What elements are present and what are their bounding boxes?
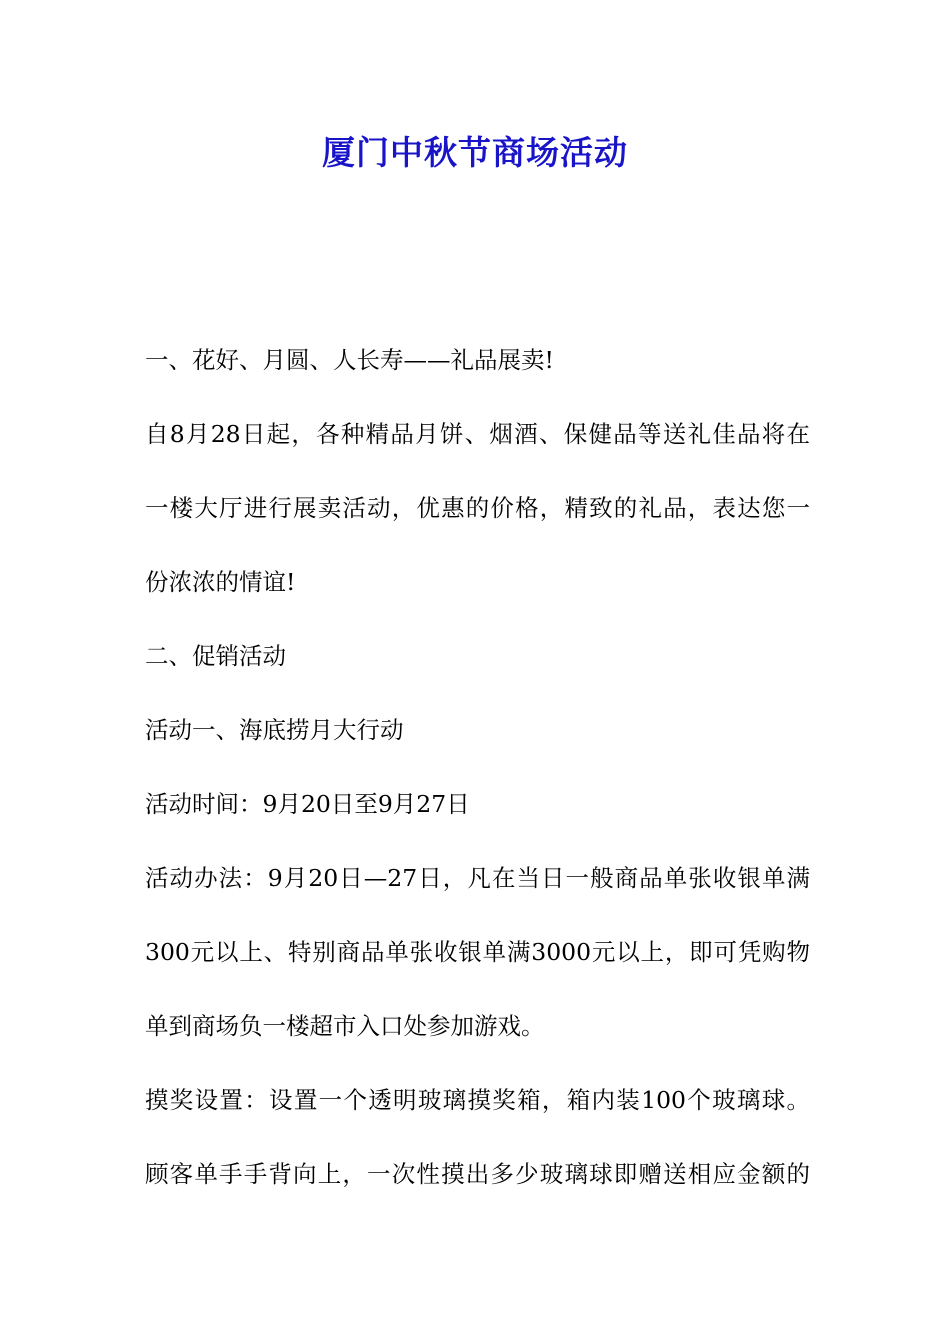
paragraph-line: 自8月28日起，各种精品月饼、烟酒、保健品等送礼佳品将在 bbox=[145, 420, 810, 448]
paragraph-line: 份浓浓的情谊! bbox=[145, 568, 296, 596]
activity-time: 活动时间：9月20日至9月27日 bbox=[145, 790, 470, 818]
paragraph-line: 300元以上、特别商品单张收银单满3000元以上，即可凭购物 bbox=[145, 938, 810, 966]
document-title: 厦门中秋节商场活动 bbox=[322, 133, 628, 172]
paragraph-line: 活动办法：9月20日—27日，凡在当日一般商品单张收银单满 bbox=[145, 864, 810, 892]
document-body bbox=[145, 340, 810, 1228]
paragraph-line: 单到商场负一楼超市入口处参加游戏。 bbox=[145, 1012, 545, 1040]
section-heading-promotions: 二、促销活动 bbox=[145, 642, 286, 670]
section-heading-gift-sale: 一、花好、月圆、人长寿——礼品展卖! bbox=[145, 346, 554, 374]
paragraph-line: 顾客单手手背向上，一次性摸出多少玻璃球即赠送相应金额的 bbox=[145, 1160, 810, 1188]
paragraph-line: 一楼大厅进行展卖活动，优惠的价格，精致的礼品，表达您一 bbox=[145, 494, 810, 522]
activity-heading: 活动一、海底捞月大行动 bbox=[145, 716, 404, 744]
paragraph-line: 摸奖设置：设置一个透明玻璃摸奖箱，箱内装100个玻璃球。 bbox=[145, 1086, 810, 1114]
